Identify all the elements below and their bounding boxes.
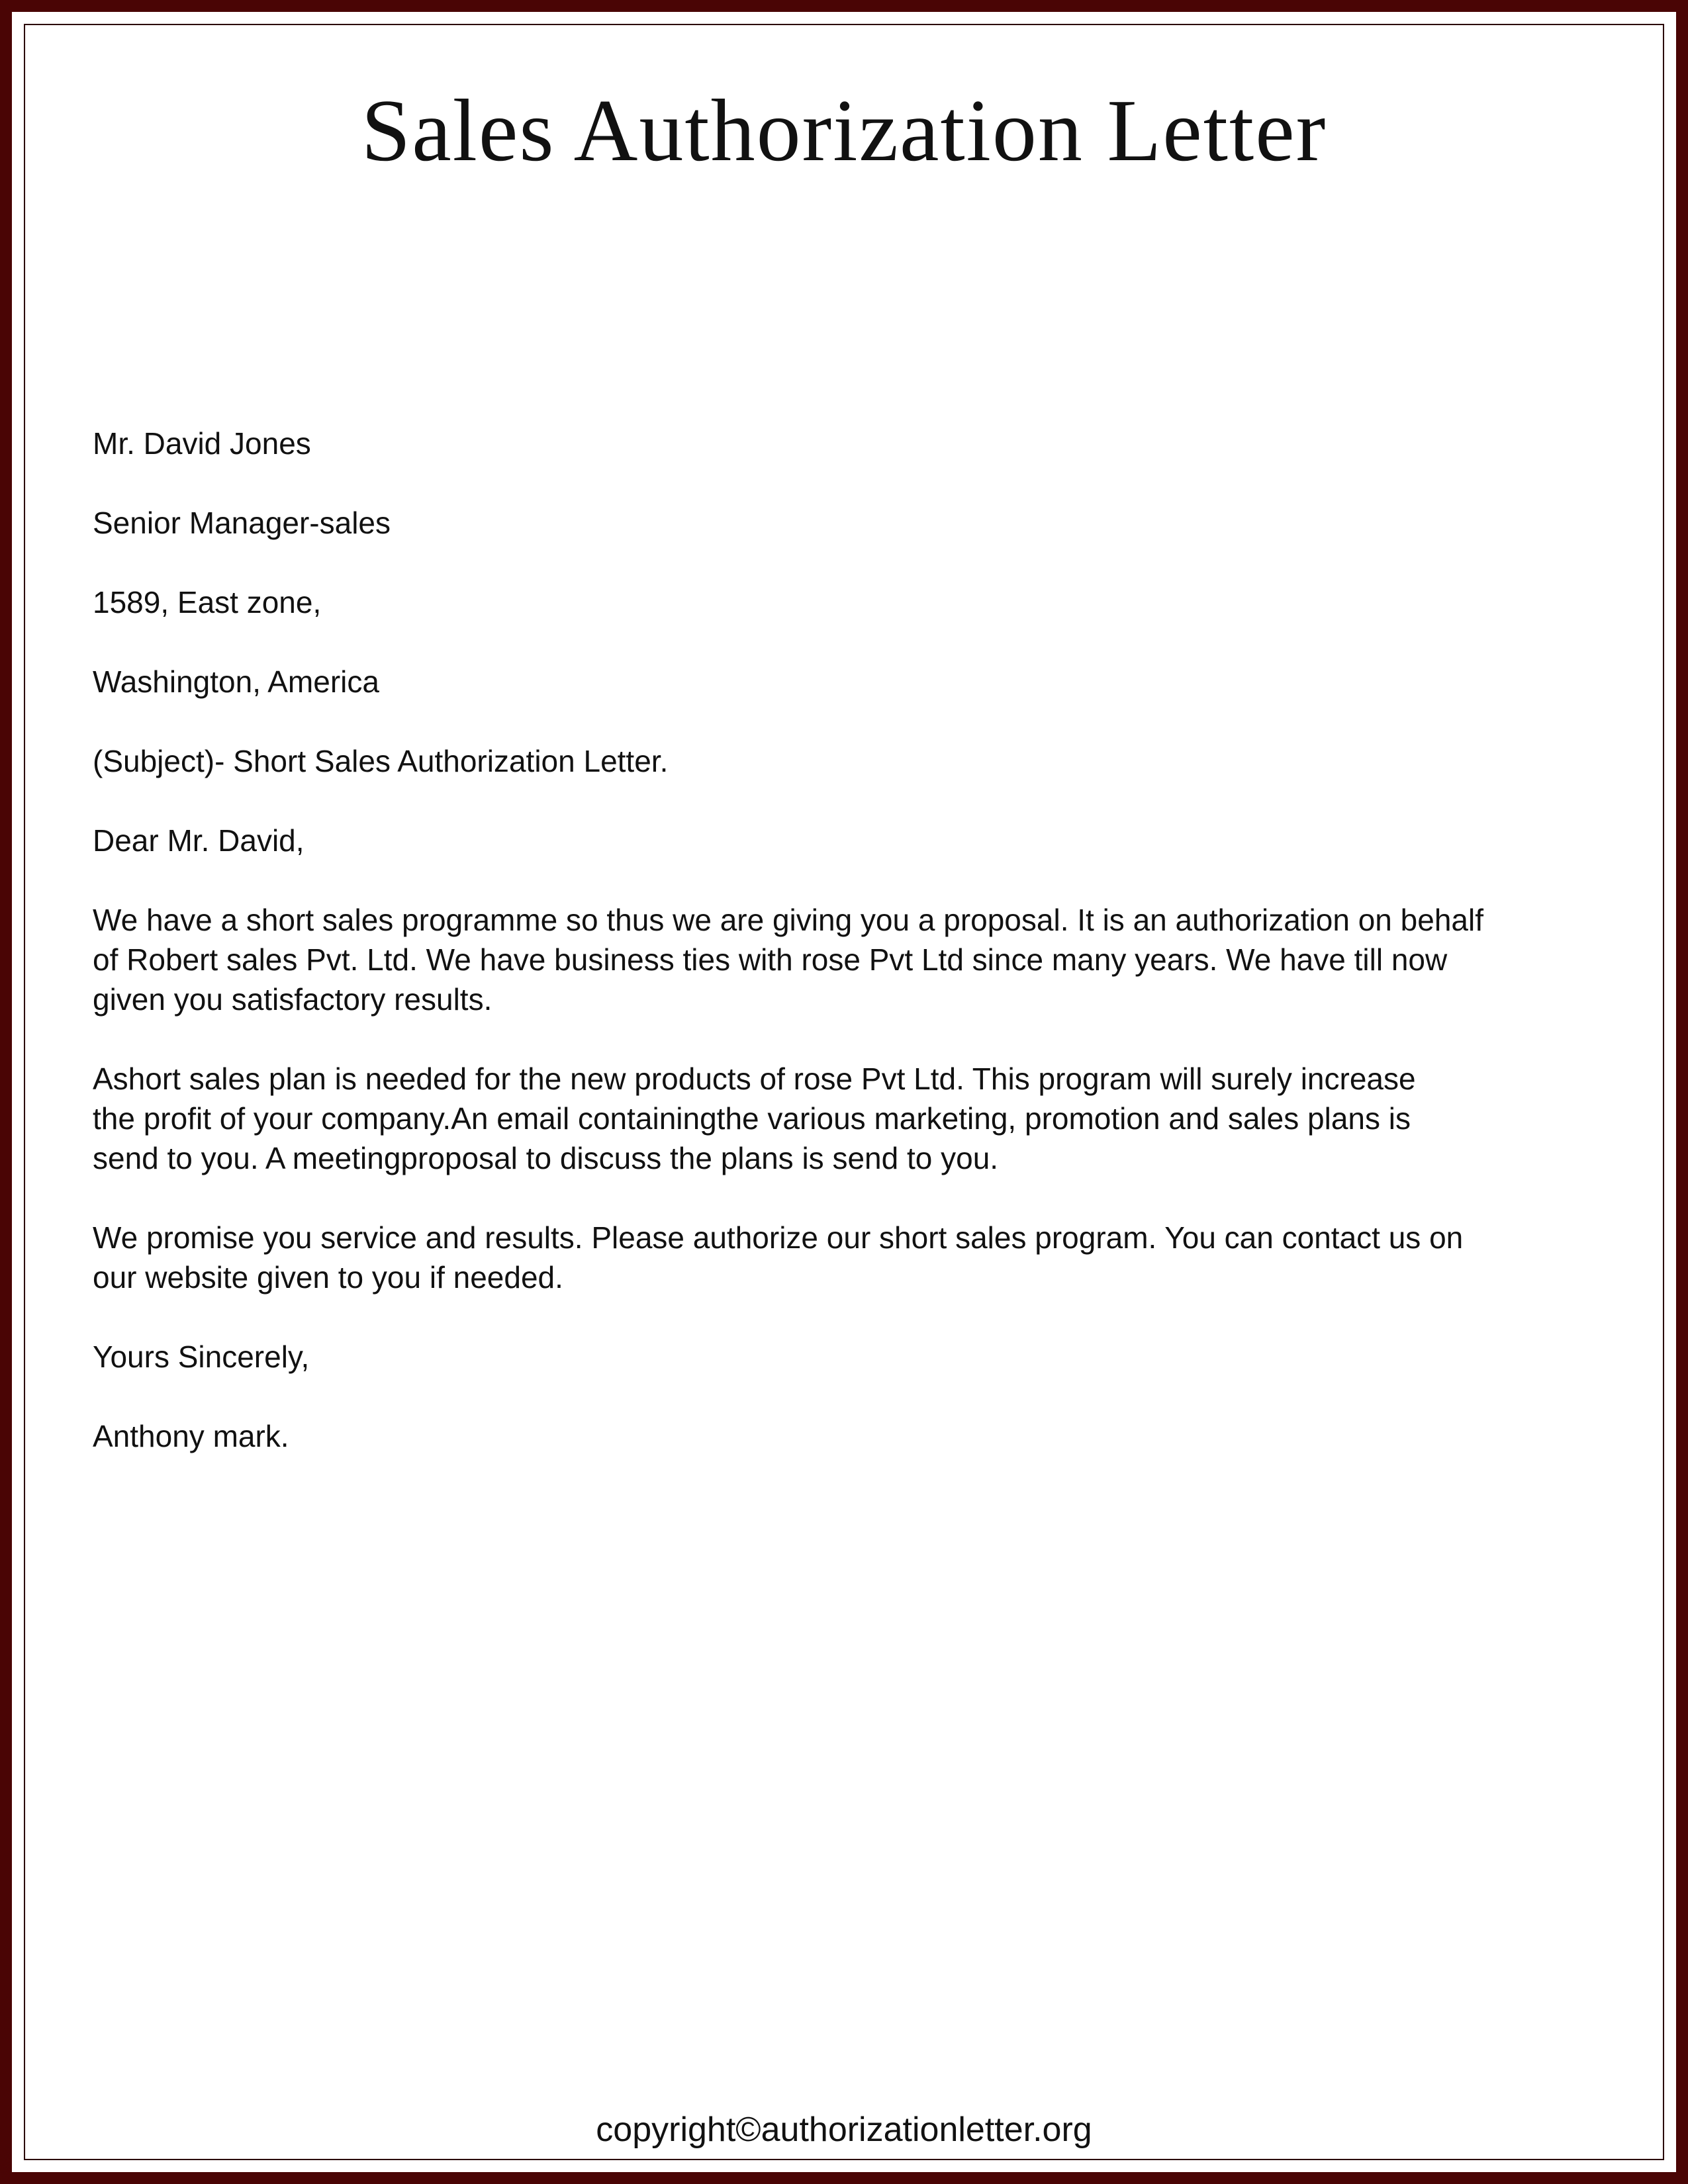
letter-salutation: Dear Mr. David,	[93, 823, 305, 858]
copyright-footer: copyright©authorizationletter.org	[596, 2111, 1092, 2149]
recipient-address-line2: Washington, America	[93, 664, 379, 699]
letter-paragraph-3: We promise you service and results. Please authorize our short sales program. You can contact us on our website given to you if needed.	[93, 1220, 1464, 1295]
recipient-name: Mr. David Jones	[93, 426, 311, 461]
recipient-address-line1: 1589, East zone,	[93, 585, 322, 619]
letter-body	[93, 424, 1615, 1496]
letter-subject: (Subject)- Short Sales Authorization Letter.	[93, 744, 669, 778]
letter-paragraph-1: We have a short sales programme so thus we are giving you a proposal. It is an authorization on behalf of Robert sales Pvt. Ltd. We have business ties with rose Pvt Ltd since many years. We have till now given you satisfactory results.	[93, 903, 1483, 1017]
letter-signature: Anthony mark.	[93, 1419, 289, 1453]
letter-closing: Yours Sincerely,	[93, 1340, 310, 1374]
letter-paragraph-2: Ashort sales plan is needed for the new products of rose Pvt Ltd. This program will surely increase the profit of your company.An email containingthe various marketing, promotion and sales plans is send to you. A meetingproposal to discuss the plans is send to you.	[93, 1062, 1416, 1175]
document-title: Sales Authorization Letter	[361, 81, 1327, 179]
recipient-position: Senior Manager-sales	[93, 506, 391, 540]
